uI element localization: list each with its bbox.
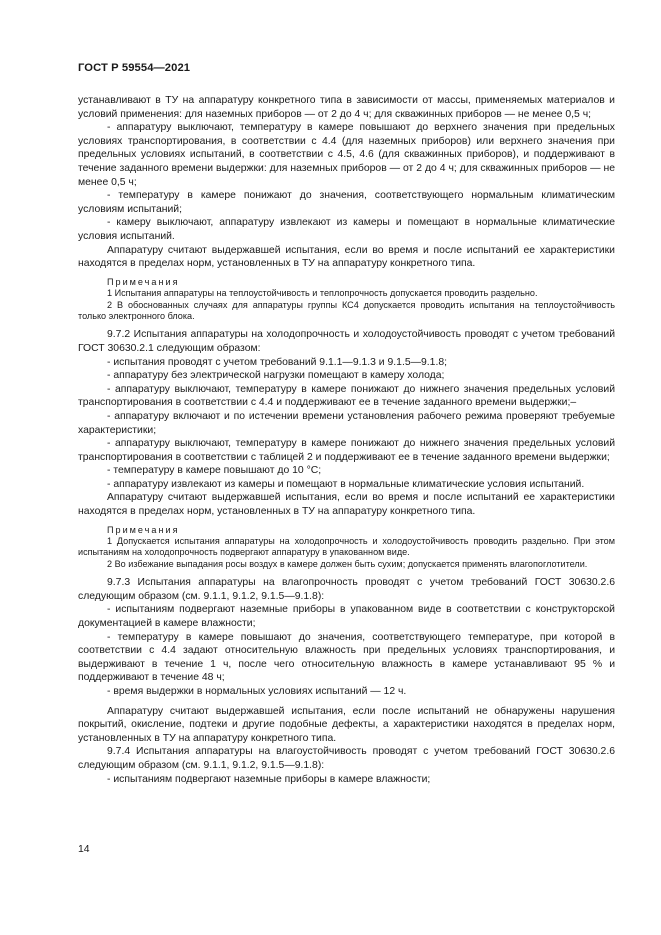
note-item: 1 Допускается испытания аппаратуры на холодопрочность и холодоустойчивость проводить раздельно. При этом испытаниям на холодопрочность подвергают аппаратуру в упакованном виде. xyxy=(78,536,615,558)
list-item: - аппаратуру выключают, температуру в камере повышают до верхнего значения при предельных условиях транспортирования, в соответствии с 4.4 (для наземных приборов) или верхнего значения при предельных условиях испытаний, в соответствии с 4.5, 4.6 (для скважинных приборов), и поддерживают в течение заданного времени выдержки: для наземных приборов — от 2 до 4 ч; для скважинных приборов — не менее 0,5 ч; xyxy=(78,122,615,188)
list-item: - температуру в камере повышают до 10 °С; xyxy=(107,465,322,477)
page-number: 14 xyxy=(78,844,90,855)
section-9-7-3-intro: 9.7.3 Испытания аппаратуры на влагопрочность проводят с учетом требований ГОСТ 30630.2.6 следующим образом (см. 9.1.1, 9.1.2, 9.1.5—9.1.8): xyxy=(78,577,615,602)
paragraph: Аппаратуру считают выдержавшей испытания, если после испытаний не обнаружены нарушения покрытий, окисление, подтеки и другие подобные дефекты, а характеристики находятся в пределах норм, установленных в ТУ на аппаратуру конкретного типа. xyxy=(78,705,615,744)
list-item: - аппаратуру включают и по истечении времени установления рабочего режима проверяют требуемые характеристики; xyxy=(78,410,615,436)
note-item: 2 В обоснованных случаях для аппаратуры группы КС4 допускается проводить испытания на теплоустойчивость только электронного блока. xyxy=(78,299,615,321)
section-9-7-4-intro: 9.7.4 Испытания аппаратуры на влагоустойчивость проводят с учетом требований ГОСТ 30630.2.6 следующим образом (см. 9.1.1, 9.1.2, 9.1.5—9.1.8): xyxy=(78,746,615,771)
paragraph: Аппаратуру считают выдержавшей испытания, если во время и после испытаний ее характеристики находятся в пределах норм, установленных в ТУ на аппаратуру конкретного типа. xyxy=(78,244,615,270)
note-item: 2 Во избежание выпадания росы воздух в камере должен быть сухим; допускается применять влагопоглотители. xyxy=(107,558,588,569)
list-item: - аппаратуру выключают, температуру в камере понижают до нижнего значения предельных условий транспортирования в соответствии с таблицей 2 и поддерживают ее в течение заданного времени выдержки; xyxy=(78,438,615,463)
section-9-7-2-intro: 9.7.2 Испытания аппаратуры на холодопрочность и холодоустойчивость проводят с учетом требований ГОСТ 30630.2.1 следующим образом: xyxy=(78,329,615,354)
list-item: - температуру в камере понижают до значения, соответствующего нормальным климатическим условиям испытаний; xyxy=(78,190,615,215)
list-item: - камеру выключают, аппаратуру извлекают из камеры и помещают в нормальные климатические условия испытаний. xyxy=(78,217,615,242)
paragraph: устанавливают в ТУ на аппаратуру конкретного типа в зависимости от массы, применяемых материалов и условий применения: для наземных приборов — от 2 до 4 ч; для скважинных приборов — не менее 0,5 ч; xyxy=(78,95,615,120)
list-item: - аппаратуру извлекают из камеры и помещают в нормальные климатические условия испытаний. xyxy=(107,478,585,490)
list-item: - испытаниям подвергают наземные приборы в камере влажности; xyxy=(107,773,431,785)
notes-heading: Примечания xyxy=(107,524,180,535)
list-item: - температуру в камере повышают до значения, соответствующего температуре, при которой в соответствии с 4.4 задают относительную влажность при предельных условиях транспортирования, и выдерживают в течение 1 ч, после чего относительную влажность в камере устанавливают 95 % и поддерживают в течение 48 ч; xyxy=(78,631,615,684)
list-item: - аппаратуру выключают, температуру в камере понижают до нижнего значения предельных условий транспортирования в соответствии с 4.4 и поддерживают ее в течение заданного времени выдержки;– xyxy=(78,383,615,409)
list-item: - время выдержки в нормальных условиях испытаний — 12 ч. xyxy=(107,686,407,698)
notes-heading: Примечания xyxy=(107,276,180,287)
standard-header: ГОСТ Р 59554—2021 xyxy=(78,62,191,74)
note-item: 1 Испытания аппаратуры на теплоустойчивость и теплопрочность допускается проводить раздельно. xyxy=(107,288,538,299)
notes-block xyxy=(78,277,615,323)
notes-block xyxy=(78,525,615,571)
list-item: - аппаратуру без электрической нагрузки помещают в камеру холода; xyxy=(107,370,445,382)
list-item: - испытания проводят с учетом требований 9.1.1—9.1.3 и 9.1.5—9.1.8; xyxy=(107,356,447,368)
page-body xyxy=(78,94,615,786)
list-item: - испытаниям подвергают наземные приборы в упакованном виде в соответствии с конструкторской документацией в камере влажности; xyxy=(78,604,615,630)
paragraph: Аппаратуру считают выдержавшей испытания, если во время и после испытаний ее характеристики находятся в пределах норм, установленных в ТУ на аппаратуру конкретного типа. xyxy=(78,492,615,518)
